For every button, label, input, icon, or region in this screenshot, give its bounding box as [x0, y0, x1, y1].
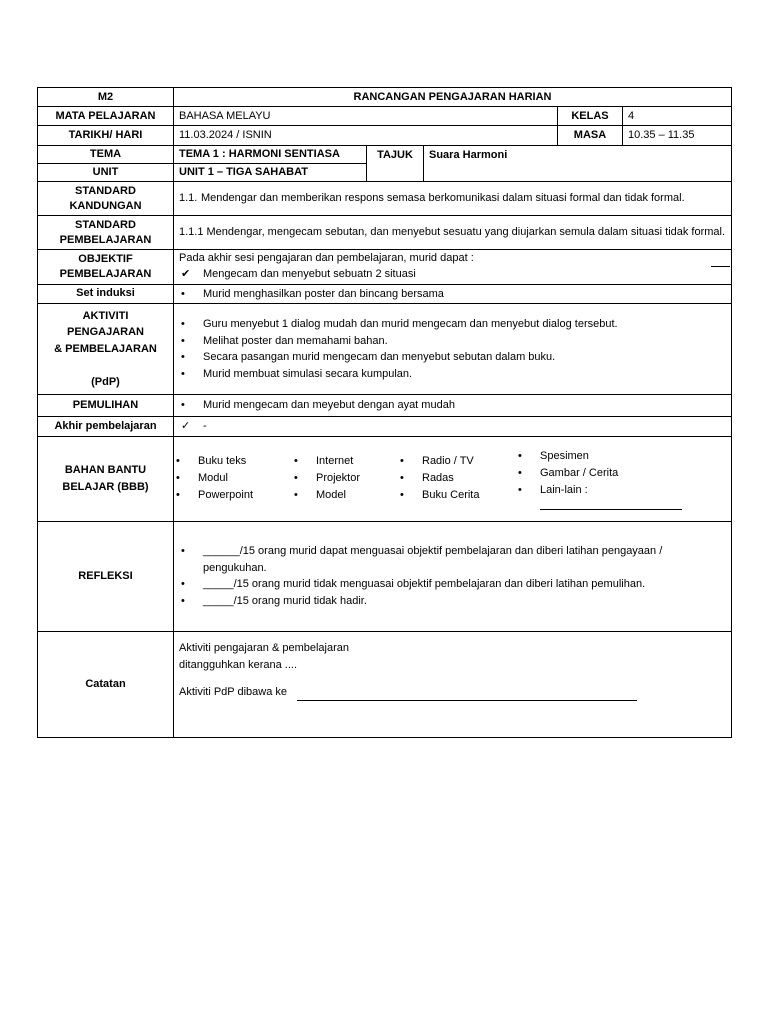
- remedial-row: [38, 395, 732, 417]
- bullet-icon: •: [294, 472, 298, 484]
- objective-label: OBJEKTIF PEMBELAJARAN: [38, 250, 174, 285]
- content-standard-label: STANDARD KANDUNGAN: [38, 182, 174, 216]
- bullet-icon: •: [518, 449, 522, 462]
- bullet-icon: •: [181, 545, 185, 557]
- list-item: • Murid membuat simulasi secara kumpulan.: [179, 366, 726, 383]
- list-item: • _____/15 orang murid tidak menguasai objektif pembelajaran dan diberi latihan pemulihan.: [179, 576, 726, 593]
- unit-value: UNIT 1 – TIGA SAHABAT: [174, 164, 367, 182]
- list-item: • Spesimen: [516, 448, 730, 465]
- form-code: M2: [38, 88, 174, 107]
- class-label: KELAS: [558, 107, 623, 126]
- bullet-icon: •: [400, 489, 404, 501]
- reflection-row: [38, 521, 732, 631]
- bullet-icon: •: [181, 351, 185, 363]
- other-materials-blank: [540, 499, 682, 510]
- content-standard-value: [174, 182, 732, 216]
- date-row: [38, 126, 732, 146]
- list-item: • Buku teks: [174, 453, 292, 470]
- list-item: • Projektor: [292, 470, 398, 487]
- unit-label: UNIT: [38, 164, 174, 182]
- list-item: ✔ Mengecam dan menyebut sebuatn 2 situasi: [179, 266, 726, 283]
- list-item: • Gambar / Cerita: [516, 465, 730, 482]
- activities-row: [38, 304, 732, 395]
- bullet-icon: •: [181, 594, 185, 607]
- time-label: MASA: [558, 126, 623, 146]
- objective-row: [38, 250, 732, 285]
- header-row: [38, 88, 732, 107]
- list-item: • Lain-lain :: [516, 482, 730, 499]
- objective-intro: Pada akhir sesi pengajaran dan pembelajaran, murid dapat :: [179, 252, 474, 264]
- list-item: • Radas: [398, 470, 516, 487]
- remedial-label: PEMULIHAN: [38, 395, 174, 417]
- list-item: • Buku Cerita: [398, 487, 516, 504]
- bullet-icon: •: [294, 489, 298, 501]
- reflection-label: REFLEKSI: [38, 521, 174, 631]
- list-item: • Modul: [174, 470, 292, 487]
- learning-standard-row: [38, 216, 732, 250]
- date-value: 11.03.2024 / ISNIN: [174, 126, 558, 146]
- lesson-plan-table: [37, 87, 732, 738]
- notes-label: Catatan: [38, 631, 174, 737]
- notes-line-3: [179, 684, 726, 701]
- bullet-icon: •: [294, 455, 298, 467]
- list-item: • _____/15 orang murid tidak hadir.: [179, 593, 726, 610]
- learning-standard-label: STANDARD PEMBELAJARAN: [38, 216, 174, 250]
- induction-row: [38, 284, 732, 304]
- activities-list: [179, 316, 726, 382]
- time-value: 10.35 – 11.35: [623, 126, 732, 146]
- bullet-icon: •: [181, 578, 185, 590]
- bullet-icon: •: [176, 489, 180, 501]
- materials-column: [398, 437, 516, 521]
- checkmark-icon: ✔: [181, 268, 191, 280]
- theme-value: TEMA 1 : HARMONI SENTIASA: [174, 146, 367, 164]
- materials-column: [174, 437, 292, 521]
- closing-label: Akhir pembelajaran: [38, 417, 174, 437]
- subject-label: MATA PELAJARAN: [38, 107, 174, 126]
- form-title: RANCANGAN PENGAJARAN HARIAN: [174, 88, 732, 107]
- theme-label: TEMA: [38, 146, 174, 164]
- activities-value: [174, 304, 732, 395]
- bullet-icon: •: [181, 367, 185, 380]
- notes-row: [38, 631, 732, 737]
- bullet-icon: •: [181, 287, 185, 300]
- bullet-icon: •: [176, 472, 180, 484]
- bullet-icon: •: [181, 334, 185, 347]
- bullet-icon: •: [518, 483, 522, 496]
- materials-value: [174, 436, 732, 521]
- learning-standard-value: 1.1.1 Mendengar, mengecam sebutan, dan menyebut sesuatu yang diujarkan semula dalam situasi tidak formal.: [174, 216, 732, 250]
- topic-label: TAJUK: [367, 146, 424, 182]
- bullet-icon: •: [176, 455, 180, 467]
- reflection-value: [174, 521, 732, 631]
- objective-list: [179, 266, 726, 283]
- topic-value: Suara Harmoni: [424, 146, 732, 182]
- closing-row: [38, 417, 732, 437]
- remedial-value: [174, 395, 732, 417]
- reflection-list: [179, 543, 726, 609]
- bullet-icon: •: [181, 318, 185, 330]
- theme-row: [38, 146, 732, 164]
- subject-value: BAHASA MELAYU: [174, 107, 558, 126]
- list-item: • Radio / TV: [398, 453, 516, 470]
- objective-value: [174, 250, 732, 285]
- list-item: • Melihat poster dan memahami bahan.: [179, 333, 726, 350]
- activities-label: AKTIVITI PENGAJARAN & PEMBELAJARAN (PdP): [38, 304, 174, 395]
- bullet-icon: •: [181, 399, 185, 412]
- notes-line-1: Aktiviti pengajaran & pembelajaran: [179, 641, 349, 654]
- checkmark-icon: ✓: [181, 420, 191, 432]
- bullet-icon: •: [400, 455, 404, 467]
- notes-line-2: ditangguhkan kerana ....: [179, 658, 298, 671]
- subject-row: [38, 107, 732, 126]
- induction-value: [174, 284, 732, 304]
- materials-label: BAHAN BANTU BELAJAR (BBB): [38, 436, 174, 521]
- list-item: • Model: [292, 487, 398, 504]
- notes-carried-blank: [297, 700, 637, 701]
- list-item: • ______/15 orang murid dapat menguasai objektif pembelajaran dan diberi latihan pengayaan / pengukuhan.: [181, 545, 663, 574]
- list-item: • Internet: [292, 453, 398, 470]
- list-item: • Guru menyebut 1 dialog mudah dan murid mengecam dan menyebut dialog tersebut.: [179, 316, 726, 333]
- content-standard-row: [38, 182, 732, 216]
- list-item: • Secara pasangan murid mengecam dan menyebut sebutan dalam buku.: [179, 349, 726, 366]
- list-item: ✓ -: [179, 418, 726, 435]
- bullet-icon: •: [518, 466, 522, 479]
- list-item: • Murid menghasilkan poster dan bincang bersama: [179, 286, 726, 303]
- materials-column: [516, 437, 730, 521]
- notes-value: [174, 631, 732, 737]
- content-standard-text: Mendengar dan memberikan respons semasa berkomunikasi dalam situasi formal dan tidak formal.: [201, 192, 685, 204]
- list-item: • Powerpoint: [174, 487, 292, 504]
- notes-carried-label: Aktiviti PdP dibawa ke: [179, 685, 288, 698]
- materials-row: [38, 436, 732, 521]
- class-value: 4: [623, 107, 732, 126]
- content-standard-number: 1.1.: [179, 192, 198, 204]
- materials-column: [292, 437, 398, 521]
- induction-label: Set induksi: [38, 284, 174, 304]
- date-label: TARIKH/ HARI: [38, 126, 174, 146]
- bullet-icon: •: [400, 472, 404, 484]
- list-item: • Murid mengecam dan meyebut dengan ayat mudah: [179, 397, 726, 414]
- closing-value: [174, 417, 732, 437]
